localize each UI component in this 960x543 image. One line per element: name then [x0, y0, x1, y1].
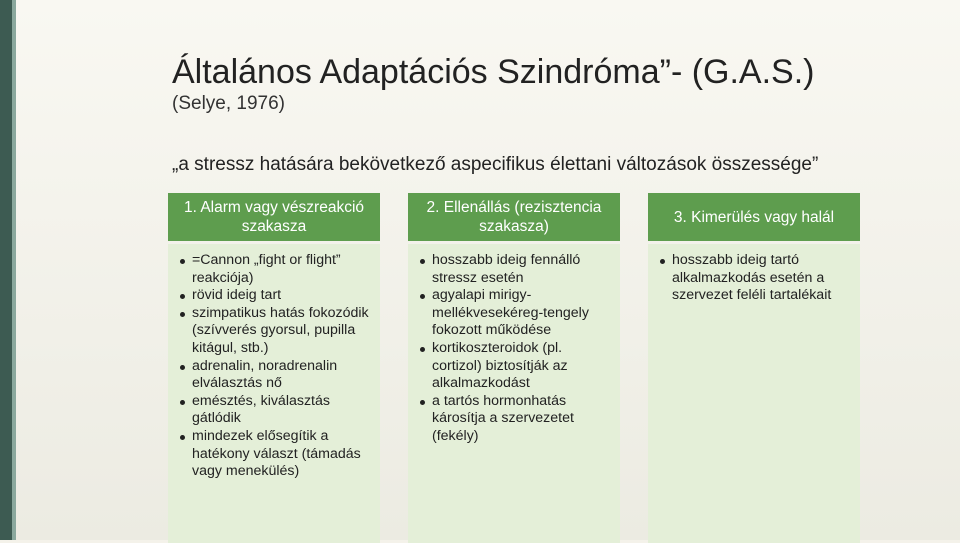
- slide-subtitle: (Selye, 1976): [172, 93, 286, 114]
- stage-list-exhaustion: [656, 252, 854, 305]
- stage-header-alarm: 1. Alarm vagy vészreakció szakasza: [168, 193, 380, 241]
- list-item: kortikoszteroidok (pl. cortizol) biztosítják az alkalmazkodást: [416, 340, 614, 393]
- stage-list-alarm: [176, 252, 374, 481]
- list-item: emésztés, kiválasztás gátlódik: [176, 393, 374, 428]
- list-item: hosszabb ideig fennálló stressz esetén: [416, 252, 614, 287]
- slide-title: Általános Adaptációs Szindróma”- (G.A.S.): [172, 53, 815, 91]
- list-item: mindezek elősegítik a hatékony választ (támadás vagy menekülés): [176, 428, 374, 481]
- list-item: a tartós hormonhatás károsítja a szervezetet (fekély): [416, 393, 614, 446]
- stage-body-resistance: [408, 244, 620, 543]
- list-item: szimpatikus hatás fokozódik (szívverés gyorsul, pupilla kitágul, stb.): [176, 305, 374, 358]
- list-item: rövid ideig tart: [176, 287, 374, 305]
- stage-header-exhaustion: 3. Kimerülés vagy halál: [648, 193, 860, 241]
- list-item: adrenalin, noradrenalin elválasztás nő: [176, 358, 374, 393]
- stage-list-resistance: [416, 252, 614, 446]
- stage-column-exhaustion: [648, 193, 860, 540]
- stage-column-alarm: [168, 193, 380, 540]
- stage-column-resistance: [408, 193, 620, 540]
- left-accent-bar: [0, 0, 12, 540]
- stage-header-resistance: 2. Ellenállás (rezisztencia szakasza): [408, 193, 620, 241]
- stage-body-exhaustion: [648, 244, 860, 543]
- list-item: =Cannon „fight or flight” reakciója): [176, 252, 374, 287]
- slide-description: „a stressz hatására bekövetkező aspecifikus élettani változások összessége”: [172, 154, 819, 175]
- list-item: hosszabb ideig tartó alkalmazkodás esetén a szervezet feléli tartalékait: [656, 252, 854, 305]
- stage-body-alarm: [168, 244, 380, 543]
- list-item: agyalapi mirigy-mellékvesekéreg-tengely fokozott működése: [416, 287, 614, 340]
